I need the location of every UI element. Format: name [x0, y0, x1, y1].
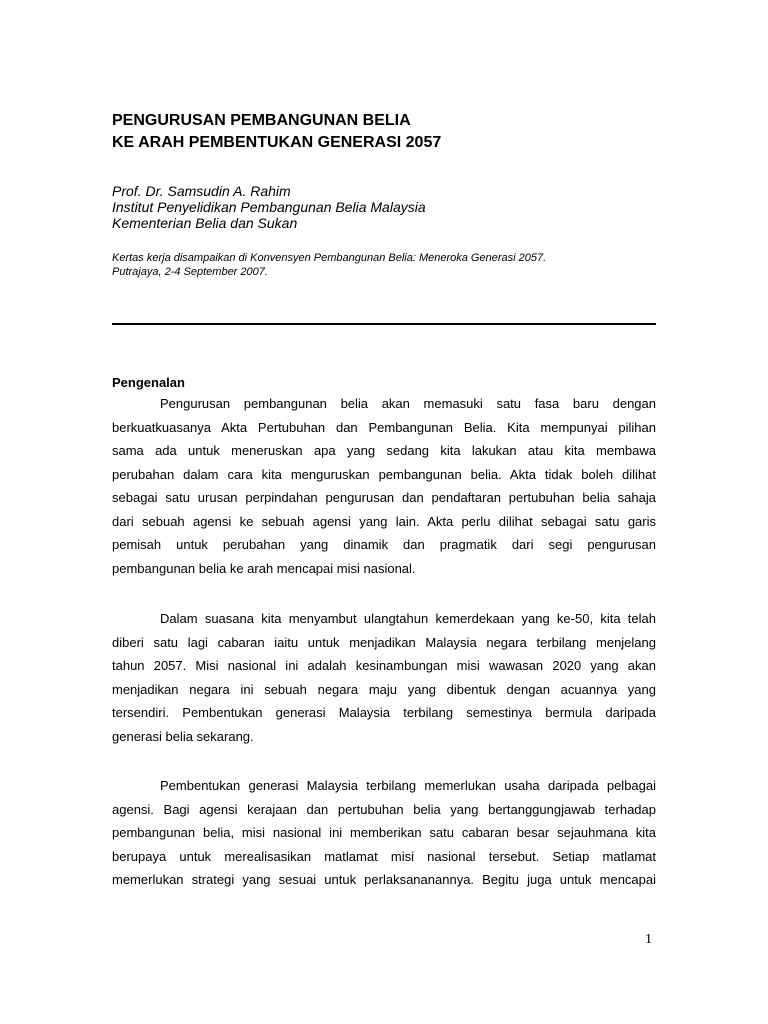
paragraph-line: tahun 2057. Misi nasional ini adalah kesinambungan misi wawasan 2020 yang akan: [112, 658, 656, 673]
note-line-1: Kertas kerja disampaikan di Konvensyen Pembangunan Belia: Meneroka Generasi 2057.: [112, 252, 547, 264]
paragraph-1: [112, 396, 656, 584]
author-ministry: Kementerian Belia dan Sukan: [112, 215, 298, 231]
paragraph-line: agensi. Bagi agensi kerajaan dan pertubuhan belia yang bertanggungjawab terhadap: [112, 801, 656, 817]
paragraph-line: perubahan dalam cara kita menguruskan pembangunan belia. Akta tidak boleh dilihat: [112, 466, 656, 482]
paragraph-line: dari sebuah agensi ke sebuah agensi yang lain. Akta perlu dilihat sebagai satu garis: [112, 513, 656, 529]
horizontal-divider: [112, 323, 656, 325]
title-line-2: KE ARAH PEMBENTUKAN GENERASI 2057: [112, 134, 442, 151]
title-line-1: PENGURUSAN PEMBANGUNAN BELIA: [112, 112, 411, 129]
paragraph-line: Pembentukan generasi Malaysia terbilang memerlukan usaha daripada pelbagai: [160, 778, 656, 793]
paragraph-line: berupaya untuk merealisasikan matlamat misi nasional tersebut. Setiap matlamat: [112, 848, 656, 864]
paragraph-line: diberi satu lagi cabaran iaitu untuk menjadikan Malaysia negara terbilang menjelang: [112, 634, 656, 650]
author-institute: Institut Penyelidikan Pembangunan Belia Malaysia: [112, 199, 426, 215]
paragraph-line: generasi belia sekarang.: [112, 728, 254, 744]
paragraph-line: tersendiri. Pembentukan generasi Malaysia terbilang semestinya bermula daripada: [112, 705, 656, 720]
note-line-2: Putrajaya, 2-4 September 2007.: [112, 266, 268, 278]
paragraph-line: memerlukan strategi yang sesuai untuk perlaksananannya. Begitu juga untuk mencapai: [112, 872, 656, 887]
section-heading: Pengenalan: [112, 375, 185, 390]
paragraph-line: sebagai satu urusan perpindahan pengurusan dan pendaftaran pertubuhan belia sahaja: [112, 490, 656, 505]
paragraph-line: menjadikan negara ini sebuah negara maju yang dibentuk dengan acuannya yang: [112, 681, 656, 697]
paragraph-3: [112, 778, 656, 896]
paragraph-line: berkuatkuasanya Akta Pertubuhan dan Pembangunan Belia. Kita mempunyai pilihan: [112, 419, 656, 435]
paragraph-line: pembangunan belia ke arah mencapai misi nasional.: [112, 560, 416, 576]
paragraph-line: pemisah untuk perubahan yang dinamik dan pragmatik dari segi pengurusan: [112, 537, 656, 552]
paragraph-line: sama ada untuk meneruskan apa yang sedang kita lakukan atau kita membawa: [112, 443, 656, 458]
paragraph-2: [112, 611, 656, 752]
presentation-note: [112, 251, 546, 279]
paragraph-line: Dalam suasana kita menyambut ulangtahun kemerdekaan yang ke-50, kita telah: [160, 611, 656, 626]
author-block: [112, 183, 426, 231]
document-title: [112, 110, 441, 154]
paragraph-line: Pengurusan pembangunan belia akan memasuki satu fasa baru dengan: [160, 396, 656, 411]
paragraph-line: pembangunan belia, misi nasional ini memberikan satu cabaran besar sejauhmana kita: [112, 825, 656, 840]
author-name: Prof. Dr. Samsudin A. Rahim: [112, 183, 291, 199]
page-number: 1: [645, 932, 652, 947]
